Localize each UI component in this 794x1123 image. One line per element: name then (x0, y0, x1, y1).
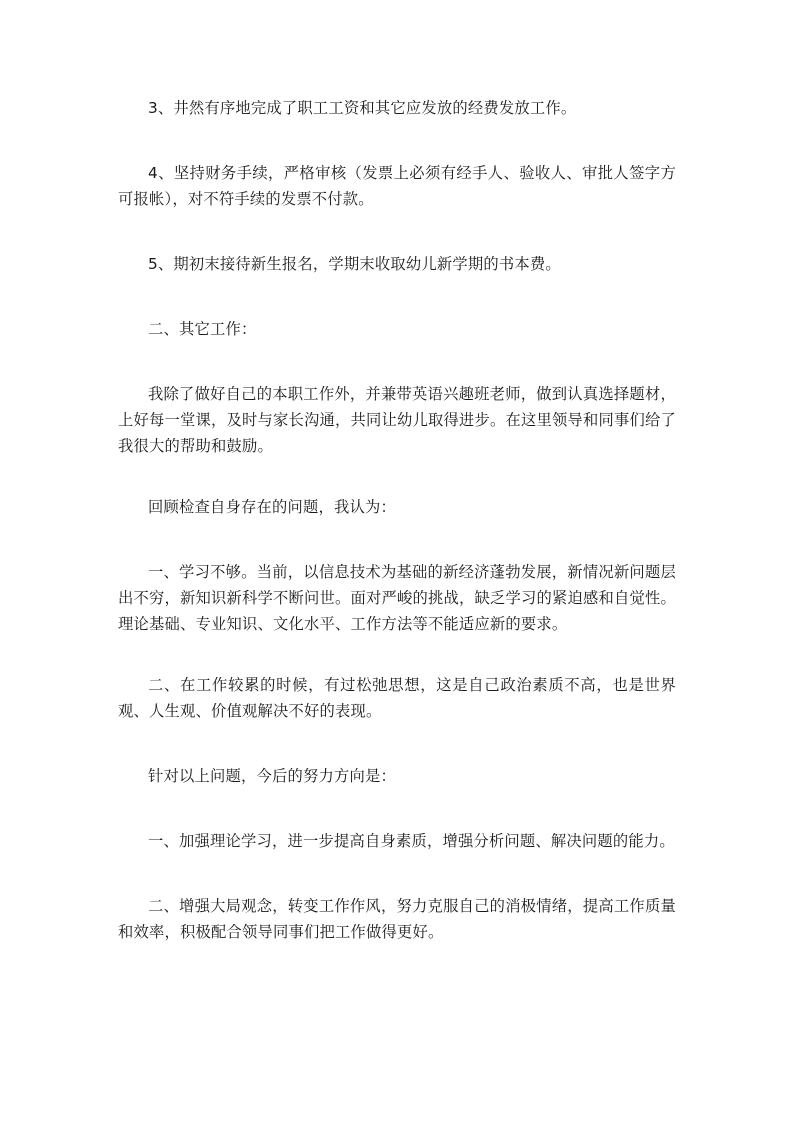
paragraph-item-5-enrollment: 5、期初末接待新生报名，学期末收取幼儿新学期的书本费。 (148, 255, 561, 273)
paragraph-direction-intro: 针对以上问题，今后的努力方向是： (148, 767, 396, 785)
paragraph-problems-intro: 回顾检查自身存在的问题，我认为： (148, 498, 396, 516)
paragraph-problem-1: 一、学习不够。当前，以信息技术为基础的新经济蓬勃发展，新情况新问题层出不穷，新知识新科学不断问世。面对严峻的挑战，缺乏学习的紧迫感和自觉性。理论基础、专业知识、文化水平、工作方法等不能适应新的要求。 (118, 563, 676, 633)
paragraph-item-3-payroll: 3、井然有序地完成了职工工资和其它应发放的经费发放工作。 (148, 99, 577, 117)
paragraph-direction-2: 二、增强大局观念，转变工作作风，努力克服自己的消极情绪，提高工作质量和效率，积极配合领导同事们把工作做得更好。 (118, 897, 676, 941)
paragraph-item-4-financial-review: 4、坚持财务手续，严格审核（发票上必须有经手人、验收人、审批人签字方可报帐），对不符手续的发票不付款。 (118, 164, 676, 208)
paragraph-problem-2: 二、在工作较累的时候，有过松弛思想，这是自己政治素质不高，也是世界观、人生观、价值观解决不好的表现。 (118, 676, 676, 720)
paragraph-other-work-detail: 我除了做好自己的本职工作外，并兼带英语兴趣班老师，做到认真选择题材，上好每一堂课，及时与家长沟通，共同让幼儿取得进步。在这里领导和同事们给了我很大的帮助和鼓励。 (118, 385, 676, 455)
paragraph-direction-1: 一、加强理论学习，进一步提高自身素质，增强分析问题、解决问题的能力。 (148, 832, 675, 850)
section-heading-other-work: 二、其它工作： (148, 320, 257, 338)
